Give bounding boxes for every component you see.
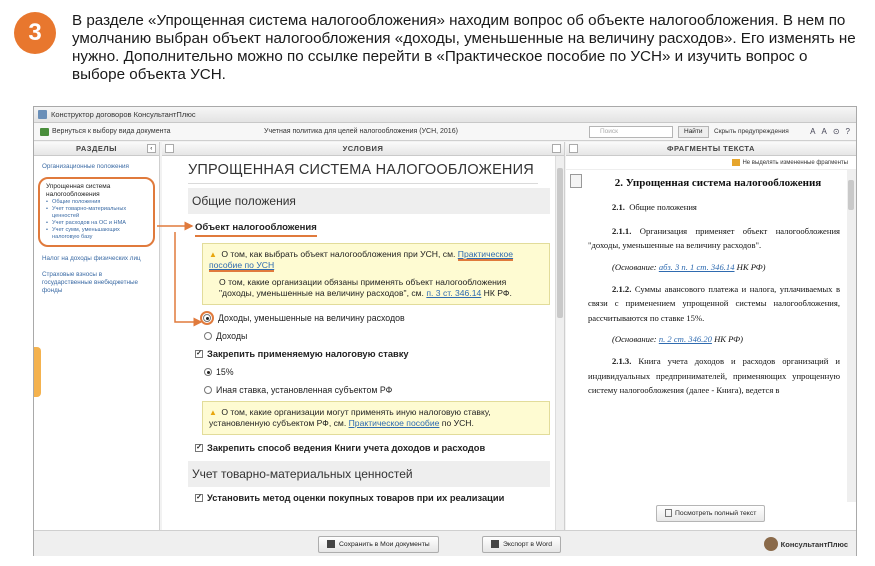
nk-article-link[interactable]: п. 3 ст. 346.14 xyxy=(426,288,482,298)
radio-highlight xyxy=(200,311,214,325)
nav-active-title: Упрощенная система налогообложения xyxy=(46,183,111,198)
note2-text: О том, какие организации обязаны применять объект налогообложения "доходы, уменьшенные на величину расходов", см. xyxy=(219,277,507,298)
view-full-text-button[interactable] xyxy=(656,505,765,522)
nav-subitem[interactable]: • Учет товарно-материальных ценностей xyxy=(46,206,147,220)
basis2-tail: НК РФ) xyxy=(714,334,743,344)
expand-left-icon[interactable] xyxy=(165,144,174,153)
nav-link-insurance[interactable]: Страховые взносы в государственные внебюджетные фонды xyxy=(42,271,138,294)
highlight-icon xyxy=(732,159,740,166)
warning-icon: ▲ xyxy=(209,408,217,417)
p1-num: 2.1. xyxy=(612,202,625,212)
basis1-link[interactable]: абз. 3 п. 1 ст. 346.14 xyxy=(658,261,735,272)
note1-text: О том, как выбрать объект налогообложения при УСН, см. xyxy=(221,249,456,259)
nav-link-ndfl[interactable]: Налог на доходы физических лиц xyxy=(42,255,141,262)
p3-text: Суммы авансового платежа и налога, уплачиваемых в связи с применением упрощенной системы налогообложения, рассчитываются по ставке 15%. xyxy=(588,283,840,323)
p4-num: 2.1.3. xyxy=(612,356,632,366)
fragment-heading: 2. Упрощенная система налогообложения xyxy=(614,177,822,189)
note2-tail: НК РФ. xyxy=(483,288,512,298)
export-label: Экспорт в Word xyxy=(503,541,553,548)
consultant-logo-icon xyxy=(764,537,778,551)
radio-income-minus-expenses[interactable] xyxy=(200,311,564,325)
basis2-link[interactable]: п. 2 ст. 346.20 xyxy=(658,334,712,344)
scroll-thumb[interactable] xyxy=(848,180,854,210)
help-icon[interactable]: ? xyxy=(845,127,850,136)
note3-text: О том, какие организации могут применять иную налоговую ставку, установленную субъектом РФ, см. xyxy=(209,407,491,428)
document-icon xyxy=(665,509,672,517)
nav-active-section[interactable] xyxy=(38,177,155,247)
nav-subitem[interactable]: • Общие положения xyxy=(46,199,147,206)
save-label: Сохранить в Мои документы xyxy=(339,541,430,548)
basis1-tail: НК РФ) xyxy=(736,261,766,272)
p2-text: Организация применяет объект налогообложения "доходы, уменьшенные на величину расходов". xyxy=(588,225,840,250)
p4-text: Книга учета доходов и расходов организаций и индивидуальных предпринимателей, применяющих упрощенную систему налогообложения (далее - Книга), ведется в xyxy=(588,356,840,395)
radio-icon[interactable] xyxy=(204,332,212,340)
fragment-p3 xyxy=(588,282,840,326)
info-note xyxy=(202,243,550,305)
radio-selected-icon[interactable] xyxy=(203,314,211,322)
find-button[interactable]: Найти xyxy=(678,126,709,138)
save-to-my-documents-button[interactable] xyxy=(318,536,439,553)
brand-logo xyxy=(764,537,848,551)
nav-subitem[interactable]: • Учет сумм, уменьшающих налоговую базу xyxy=(46,227,147,241)
basis2-label: (Основание: xyxy=(612,334,657,344)
step-number-badge: 3 xyxy=(14,12,56,54)
sections-panel xyxy=(34,142,160,530)
checkbox-checked-icon[interactable]: ✓ xyxy=(196,494,202,501)
radio-other-rate-label: Иная ставка, установленная субъектом РФ xyxy=(216,385,393,395)
search-input[interactable]: Поиск xyxy=(589,126,673,138)
checkbox-tax-rate[interactable] xyxy=(195,349,564,359)
window-title: Конструктор договоров КонсультантПлюс xyxy=(51,110,196,119)
fragment-p1 xyxy=(588,200,840,215)
sections-header xyxy=(34,142,159,156)
checkbox-checked-icon[interactable]: ✓ xyxy=(196,350,202,357)
font-increase-icon[interactable]: A xyxy=(810,127,816,136)
radio-selected-icon[interactable] xyxy=(204,368,212,376)
view-full-text-label: Посмотреть полный текст xyxy=(675,510,757,517)
fragments-panel xyxy=(566,142,856,530)
back-button[interactable] xyxy=(40,128,171,136)
radio-rate-15[interactable] xyxy=(204,367,564,377)
fragments-scrollbar[interactable] xyxy=(847,170,856,502)
checkbox-book-method[interactable] xyxy=(195,443,564,453)
fragments-header-label: ФРАГМЕНТЫ ТЕКСТА xyxy=(667,144,755,153)
radio-income-minus-label: Доходы, уменьшенные на величину расходов xyxy=(218,313,405,323)
practical-guide-link[interactable]: Практическое пособие по УСН xyxy=(209,249,514,270)
radio-income[interactable] xyxy=(204,331,564,341)
word-icon xyxy=(491,540,499,548)
p1-text: Общие положения xyxy=(629,202,697,212)
nav-subitem[interactable]: • Учет расходов на ОС и НМА xyxy=(46,220,147,227)
basis1-label: (Основание: xyxy=(612,261,657,272)
fragment-basis-1 xyxy=(612,262,840,272)
radio-rate-15-label: 15% xyxy=(216,367,234,377)
window-titlebar xyxy=(34,107,856,123)
brand-name: КонсультантПлюс xyxy=(780,539,848,549)
p3-num: 2.1.2. xyxy=(612,283,632,294)
checkbox-checked-icon[interactable]: ✓ xyxy=(196,444,202,451)
checkbox-valuation-method[interactable] xyxy=(195,493,564,503)
fragment-p2 xyxy=(588,224,840,253)
warning-icon: ▲ xyxy=(209,250,217,259)
sections-header-label: РАЗДЕЛЫ xyxy=(76,144,117,153)
subsection-inventory: Учет товарно-материальных ценностей xyxy=(188,461,550,487)
no-highlight-label: Не выделять измененные фрагменты xyxy=(742,160,848,166)
info-note-rate xyxy=(202,401,550,435)
note3-tail: по УСН. xyxy=(441,418,474,428)
hide-warnings-toggle[interactable]: Скрыть предупреждения xyxy=(714,128,789,135)
export-to-word-button[interactable] xyxy=(482,536,561,553)
collapse-panel-icon[interactable]: ‹ xyxy=(147,144,156,153)
expand-left-icon[interactable] xyxy=(569,144,578,153)
practical-guide-link-2[interactable]: Практическое пособие xyxy=(348,418,440,428)
conditions-header xyxy=(162,142,564,156)
app-icon xyxy=(38,110,47,119)
checkbox-valuation-label: Установить метод оценки покупных товаров при их реализации xyxy=(207,493,505,503)
back-button-label: Вернуться к выбору вида документа xyxy=(52,128,171,135)
toolbar-icons xyxy=(810,127,850,136)
fragment-text xyxy=(588,172,840,407)
fragment-p4 xyxy=(588,354,840,398)
radio-other-rate[interactable] xyxy=(204,385,564,395)
app-window xyxy=(33,106,857,556)
tax-object-title: Объект налогообложения xyxy=(195,222,317,237)
nav-link-org[interactable]: Организационные положения xyxy=(42,163,129,170)
radio-icon[interactable] xyxy=(204,386,212,394)
intro-text: В разделе «Упрощенная система налогообложения» находим вопрос об объекте налогообложения. В нем по умолчанию выбран объект налогообложения «доходы, уменьшенные на величину расходов». Его изменять не нужно. Дополнительно можно по ссылке перейти в «Практическое пособие по УСН» и изучить вопрос о выборе объекта УСН. xyxy=(72,12,856,83)
checkbox-tax-rate-label: Закрепить применяемую налоговую ставку xyxy=(207,349,409,359)
font-decrease-icon[interactable]: A xyxy=(821,127,827,136)
document-title: Учетная политика для целей налогообложения (УСН, 2016) xyxy=(264,128,458,135)
conditions-scrollbar[interactable] xyxy=(555,156,564,530)
radio-income-label: Доходы xyxy=(216,331,248,341)
panel-resize-handle[interactable] xyxy=(34,347,41,397)
expand-right-icon[interactable] xyxy=(552,144,561,153)
p2-num: 2.1.1. xyxy=(612,225,632,236)
top-toolbar xyxy=(34,123,856,141)
conditions-header-label: УСЛОВИЯ xyxy=(342,144,384,153)
back-arrow-icon xyxy=(40,128,49,136)
fragment-basis-2 xyxy=(612,334,840,344)
scroll-thumb[interactable] xyxy=(557,168,563,318)
subsection-general: Общие положения xyxy=(188,188,550,214)
settings-icon[interactable]: ⊙ xyxy=(832,127,840,136)
checkbox-book-label: Закрепить способ ведения Книги учета доходов и расходов xyxy=(207,443,486,453)
bottom-bar xyxy=(34,530,856,556)
section-title: УПРОЩЕННАЯ СИСТЕМА НАЛОГООБЛОЖЕНИЯ xyxy=(188,162,538,184)
save-icon xyxy=(327,540,335,548)
document-icon[interactable] xyxy=(570,174,582,188)
conditions-panel xyxy=(162,142,565,530)
fragments-toolbar[interactable] xyxy=(566,156,856,170)
fragments-header xyxy=(566,142,856,156)
